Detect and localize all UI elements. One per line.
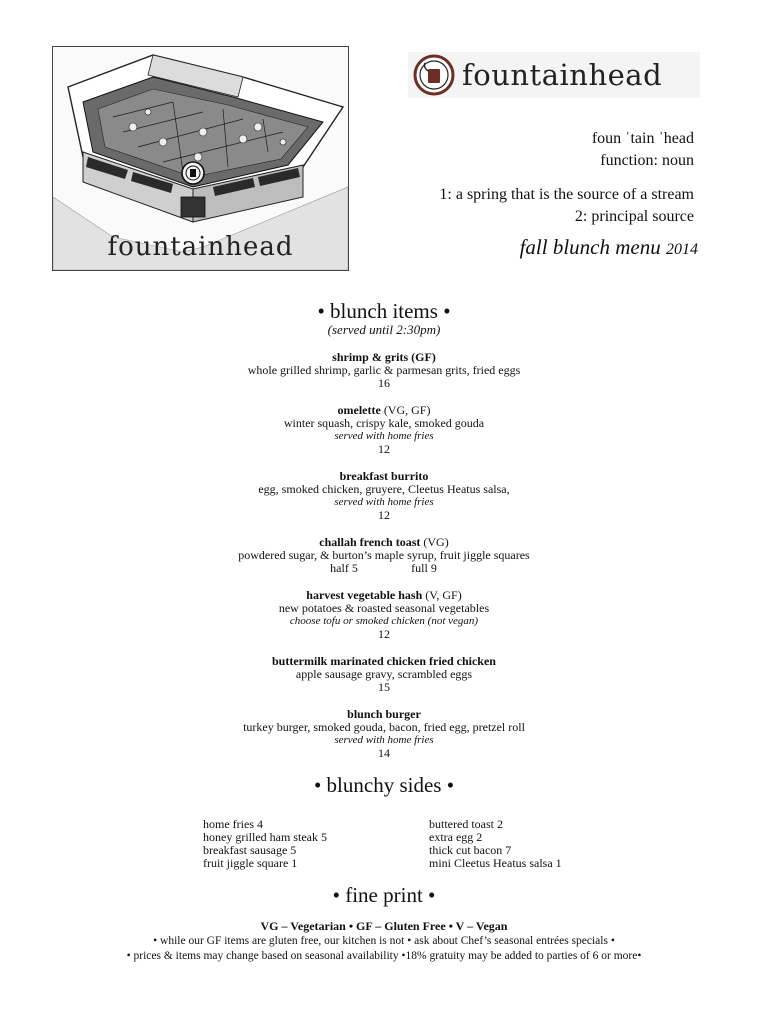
item-name: breakfast burrito: [339, 469, 429, 483]
item-description: powdered sugar, & burton’s maple syrup, fruit jiggle squares: [238, 548, 530, 562]
side-item: fruit jiggle square 1: [203, 856, 298, 870]
menu-item: [0, 536, 768, 575]
blunch-subtitle: (served until 2:30pm): [327, 322, 441, 337]
logo-wordmark: fountainhead: [462, 58, 663, 92]
sides-heading: • blunchy sides •: [313, 773, 455, 797]
item-name: harvest vegetable hash: [306, 588, 423, 602]
item-price: 15: [378, 680, 390, 694]
menu-item: [0, 404, 768, 456]
item-price: 12: [378, 508, 390, 522]
item-price-half: half 5: [330, 561, 358, 575]
definition-block: [439, 128, 694, 228]
side-item: breakfast sausage 5: [203, 843, 297, 857]
menu-item: [0, 470, 768, 522]
item-price: 12: [378, 627, 390, 641]
item-name: buttermilk marinated chicken fried chicken: [272, 654, 496, 668]
menu-item: [0, 655, 768, 694]
pronunciation: foun ˈtain ˈhead: [591, 130, 694, 147]
fine-print: [0, 919, 768, 964]
fine-print-heading: • fine print •: [332, 883, 436, 907]
item-price: 14: [378, 746, 390, 760]
item-description: apple sausage gravy, scrambled eggs: [295, 667, 473, 681]
sides-list: [203, 818, 623, 870]
side-item: buttered toast 2: [429, 817, 503, 831]
item-tag: (VG): [420, 535, 449, 549]
definition-sense-1: 1: a spring that is the source of a stream: [439, 186, 694, 203]
item-price: 12: [378, 442, 390, 456]
side-item: home fries 4: [203, 817, 263, 831]
diet-legend: VG – Vegetarian • GF – Gluten Free • V – Vegan: [260, 919, 508, 933]
item-description: egg, smoked chicken, gruyere, Cleetus Heatus salsa,: [258, 482, 510, 496]
fine-print-line-1: • while our GF items are gluten free, our kitchen is not • ask about Chef’s seasonal entrées specials •: [153, 935, 615, 947]
fine-print-line-2: • prices & items may change based on seasonal availability •18% gratuity may be added to parties of 6 or more•: [126, 950, 642, 962]
side-item: thick cut bacon 7: [429, 843, 512, 857]
side-item: extra egg 2: [429, 830, 483, 844]
blunch-heading: • blunch items •: [317, 299, 451, 323]
fountainhead-logo-icon: [408, 53, 460, 97]
item-name: challah french toast: [319, 535, 421, 549]
item-note: served with home fries: [334, 496, 434, 508]
menu-item: [0, 708, 768, 760]
menu-item: [0, 351, 768, 390]
restaurant-illustration: [52, 46, 349, 271]
item-tag: (V, GF): [422, 588, 462, 602]
item-description: winter squash, crispy kale, smoked gouda: [283, 416, 485, 430]
logo: [408, 52, 700, 98]
side-item: honey grilled ham steak 5: [203, 830, 327, 844]
item-name: blunch burger: [347, 707, 421, 721]
item-tag: (VG, GF): [380, 403, 431, 417]
menu-title-text: fall blunch menu: [519, 235, 661, 259]
item-price: 16: [378, 376, 390, 390]
item-price-full: full 9: [411, 561, 437, 575]
item-description: whole grilled shrimp, garlic & parmesan grits, fried eggs: [247, 363, 521, 377]
item-note: served with home fries: [334, 430, 434, 442]
item-description: new potatoes & roasted seasonal vegetables: [278, 601, 490, 615]
function-label: function: noun: [600, 152, 694, 169]
illustration-caption: fountainhead: [107, 232, 294, 262]
side-item: mini Cleetus Heatus salsa 1: [429, 856, 562, 870]
menu-year: 2014: [666, 241, 698, 258]
menu-title: [520, 235, 698, 260]
item-description: turkey burger, smoked gouda, bacon, fried egg, pretzel roll: [243, 720, 525, 734]
item-name: omelette: [337, 403, 381, 417]
item-name: shrimp & grits (GF): [332, 350, 436, 364]
item-note: served with home fries: [334, 734, 434, 746]
menu-item: [0, 589, 768, 641]
definition-sense-2: 2: principal source: [574, 208, 694, 225]
item-note: choose tofu or smoked chicken (not vegan): [289, 615, 479, 627]
